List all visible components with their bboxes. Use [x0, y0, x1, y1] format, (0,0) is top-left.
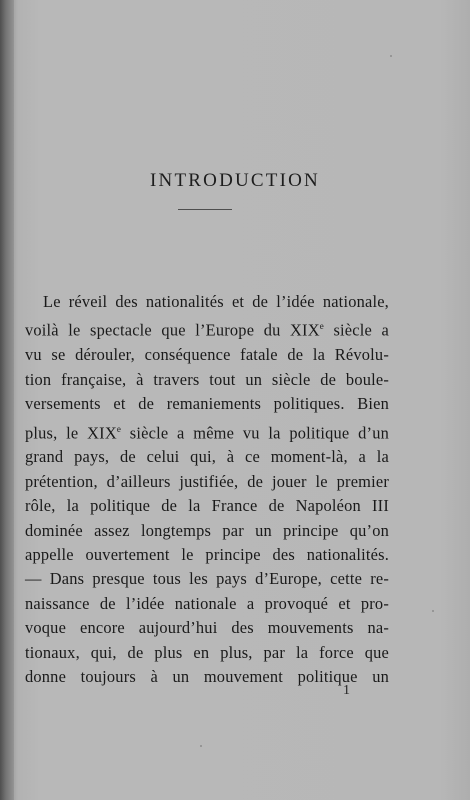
body-line-2-text: voilà le spectacle que l’Europe du [25, 320, 291, 340]
paper-speck [280, 460, 282, 462]
century-superscript: e [319, 321, 324, 332]
body-line-8: prétention, d’ailleurs justifiée, de jouer le premier [25, 471, 389, 491]
body-line-3: vu se dérouler, conséquence fatale de la Révolu- [25, 345, 389, 365]
page-number: 1 [343, 683, 350, 698]
paper-speck [432, 610, 434, 612]
century-superscript-2: e [116, 423, 122, 434]
page-title: INTRODUCTION [150, 170, 320, 191]
body-line-6-tail: siècle a même vu la politique d’un [121, 422, 389, 442]
body-line-2-tail: siècle a [323, 320, 389, 340]
body-line-6 [25, 417, 389, 446]
body-line-6-text: plus, le [25, 422, 88, 442]
body-line-9: rôle, la politique de la France de Napoléon III [25, 496, 389, 516]
body-line-14: voque encore aujourd’hui des mouvements na- [25, 618, 389, 638]
body-line-1: Le réveil des nationalités et de l’idée nationale, [43, 292, 389, 311]
body-paragraph [25, 290, 389, 710]
body-line-15: tionaux, qui, de plus en plus, par la force que [25, 642, 389, 662]
body-line-16: donne toujours à un mouvement politique un [25, 667, 389, 687]
body-line-11: appelle ouvertement le principe des nationalités. [25, 545, 389, 564]
body-line-4: tion française, à travers tout un siècle de boule- [25, 369, 389, 389]
body-line-7: grand pays, de celui qui, à ce moment-là, a la [25, 447, 389, 467]
century-roman: XIX [290, 320, 320, 340]
body-line-10: dominée assez longtemps par un principe qu’on [25, 520, 389, 540]
body-line-2 [25, 314, 389, 343]
body-line-12: — Dans presque tous les pays d’Europe, cette re- [25, 569, 389, 589]
body-line-5: versements et de remaniements politiques. Bien [25, 394, 389, 414]
title-rule [178, 209, 232, 210]
century-roman-2: XIX [87, 422, 117, 442]
paper-speck [390, 55, 392, 57]
binding-shadow [0, 0, 14, 800]
body-line-13: naissance de l’idée nationale a provoqué et pro- [25, 593, 389, 613]
paper-speck [200, 745, 202, 747]
